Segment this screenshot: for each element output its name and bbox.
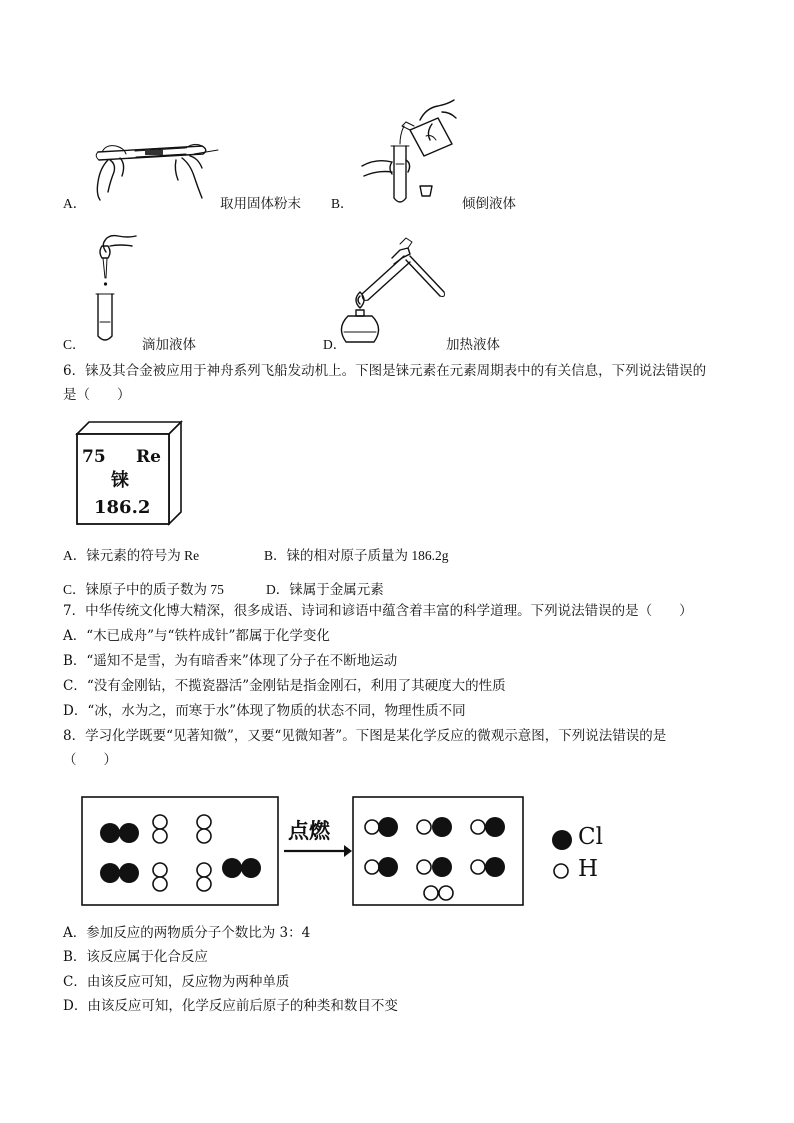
q6-option-d: D．铼属于金属元素 <box>266 582 384 597</box>
reaction-diagram <box>80 795 620 911</box>
reactant-box <box>82 797 278 905</box>
test-tube-powder-figure <box>90 138 220 204</box>
q5-option-b-caption: 倾倒液体 <box>462 196 516 211</box>
pour-liquid-figure <box>360 100 465 208</box>
element-card <box>74 420 184 526</box>
legend-h-label: H <box>578 856 599 882</box>
hcl-molecule <box>471 857 505 877</box>
q6-stem-line2: 是（ ） <box>63 387 131 403</box>
q5-option-c-caption: 滴加液体 <box>142 337 196 352</box>
arrow-head <box>344 845 352 857</box>
element-atomic-mass: 186.2 <box>94 497 151 518</box>
arrow-label: 点燃 <box>288 819 330 843</box>
dropper-figure <box>94 232 144 344</box>
q8-option-d: D．由该反应可知，化学反应前后原子的种类和数目不变 <box>63 998 398 1014</box>
heat-liquid-figure <box>340 236 450 348</box>
product-box <box>353 797 523 905</box>
q5-option-c-letter: C． <box>63 337 86 352</box>
q5-option-d-letter: D． <box>323 337 347 352</box>
hcl-molecule <box>365 817 398 837</box>
legend-cl-label: Cl <box>578 824 603 850</box>
q6-option-a: A．铼元素的符号为 Re <box>63 548 200 563</box>
q5-option-a-caption: 取用固体粉末 <box>220 196 301 211</box>
q8-option-b: B．该反应属于化合反应 <box>63 949 208 965</box>
q5-option-a-letter: A． <box>63 196 87 211</box>
q8-option-a: A．参加反应的两物质分子个数比为 3：4 <box>63 925 311 941</box>
q8-stem-line2: （ ） <box>63 752 117 768</box>
legend-h-atom <box>554 864 568 878</box>
q7-stem: 7．中华传统文化博大精深，很多成语、诗词和谚语中蕴含着丰富的科学道理。下列说法错误的是（ ） <box>63 603 693 619</box>
element-atomic-number: 75 <box>82 447 106 467</box>
q6-stem-line1: 6．铼及其合金被应用于神舟系列飞船发动机上。下图是铼元素在元素周期表中的有关信息，下列说法错误的 <box>63 363 707 379</box>
q8-stem-line1: 8．学习化学既要“见著知微”，又要“见微知著”。下图是某化学反应的微观示意图，下列说法错误的是 <box>63 728 667 744</box>
q7-option-d: D．“冰，水为之，而寒于水”体现了物质的状态不同，物理性质不同 <box>63 703 466 719</box>
element-name: 铼 <box>111 470 129 491</box>
q7-option-c: C．“没有金刚钻，不揽瓷器活”金刚钻是指金刚石，利用了其硬度大的性质 <box>63 678 506 694</box>
q5-option-d-caption: 加热液体 <box>446 337 500 352</box>
q5-option-b-letter: B． <box>331 196 354 211</box>
element-symbol: Re <box>136 447 161 467</box>
q7-option-b: B．“遥知不是雪，为有暗香来”体现了分子在不断地运动 <box>63 653 398 669</box>
hcl-molecule <box>471 817 505 837</box>
q6-option-c: C．铼原子中的质子数为 75 <box>63 582 224 597</box>
q6-option-b: B．铼的相对原子质量为 186.2g <box>264 548 449 563</box>
hcl-molecule <box>365 857 398 877</box>
q7-option-a: A．“木已成舟”与“铁杵成针”都属于化学变化 <box>63 628 330 644</box>
legend-cl-atom <box>552 830 572 850</box>
reaction-diagram-svg <box>80 795 620 911</box>
q8-option-c: C．由该反应可知，反应物为两种单质 <box>63 974 290 990</box>
